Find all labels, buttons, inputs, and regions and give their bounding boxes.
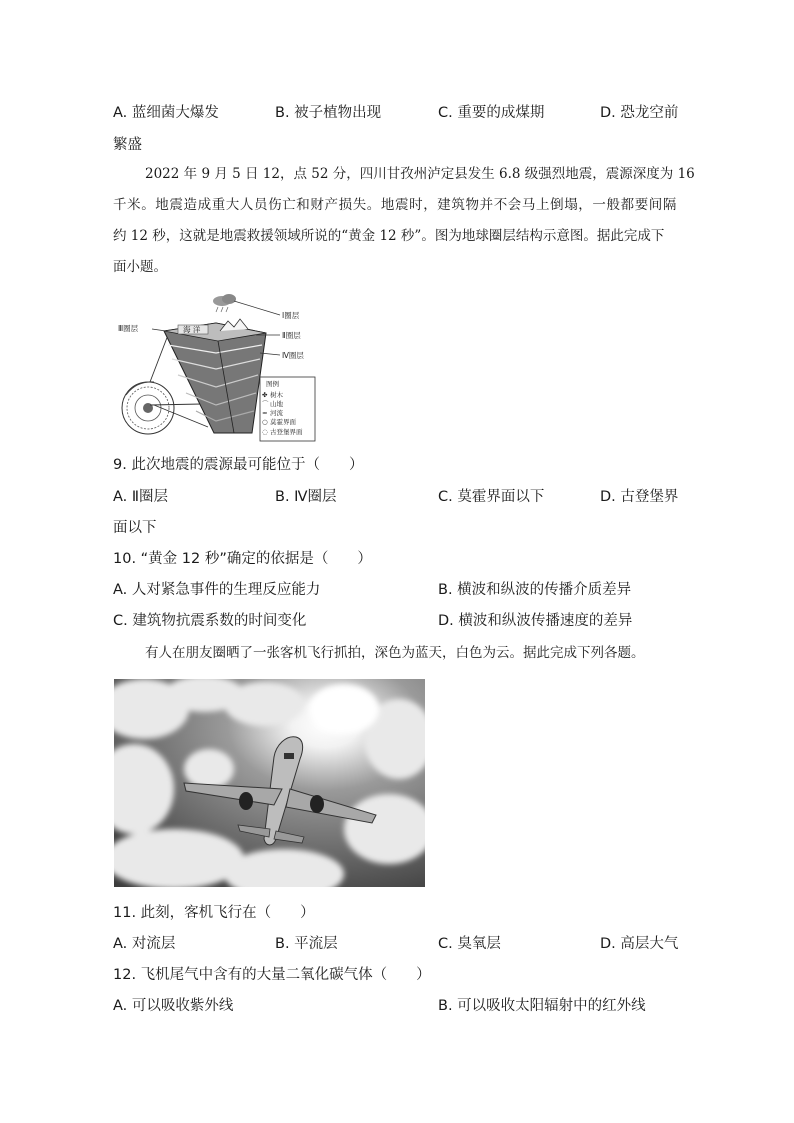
q12-option-a: A. 可以吸收紫外线 bbox=[113, 998, 234, 1014]
q10-option-b: B. 横波和纵波的传播介质差异 bbox=[438, 582, 632, 598]
q11-option-a: A. 对流层 bbox=[113, 936, 176, 952]
q8-option-d-continued: 繁盛 bbox=[113, 137, 142, 153]
legend-title: 图例 bbox=[266, 380, 279, 388]
q8-option-b: B. 被子植物出现 bbox=[275, 105, 382, 121]
earth-layers-diagram bbox=[116, 293, 322, 443]
q10-stem: 10. “黄金 12 秒”确定的依据是（ ） bbox=[113, 551, 372, 567]
q10-option-a: A. 人对紧急事件的生理反应能力 bbox=[113, 582, 321, 598]
label-layer3: Ⅲ圈层 bbox=[118, 324, 139, 333]
passage1-line4: 面小题。 bbox=[113, 259, 167, 275]
svg-text:⌒: ⌒ bbox=[262, 400, 269, 408]
q12-option-b: B. 可以吸收太阳辐射中的红外线 bbox=[438, 998, 646, 1014]
legend bbox=[260, 377, 315, 441]
q11-stem: 11. 此刻，客机飞行在（ ） bbox=[113, 905, 315, 921]
q12-stem: 12. 飞机尾气中含有的大量二氧化碳气体（ ） bbox=[113, 967, 431, 983]
legend-item-trees: 树木 bbox=[270, 391, 283, 399]
q9-option-c: C. 莫霍界面以下 bbox=[438, 489, 545, 505]
earth-globe bbox=[122, 382, 174, 434]
svg-text:≈: ≈ bbox=[262, 409, 268, 417]
q8-option-d: D. 恐龙空前 bbox=[600, 105, 679, 121]
airplane-photo bbox=[114, 679, 425, 887]
label-sea: 海 洋 bbox=[183, 325, 201, 334]
q10-option-d: D. 横波和纵波传播速度的差异 bbox=[438, 613, 633, 629]
passage1-line3: 约 12 秒，这就是地震救援领域所说的“黄金 12 秒”。图为地球圈层结构示意图。据此完成下 bbox=[113, 228, 665, 244]
crust-wedge-block bbox=[164, 319, 266, 433]
q9-option-d-continued: 面以下 bbox=[113, 520, 157, 536]
q8-option-c: C. 重要的成煤期 bbox=[438, 105, 545, 121]
q11-option-d: D. 高层大气 bbox=[600, 936, 679, 952]
svg-text:○: ○ bbox=[262, 418, 268, 426]
legend-item-moho: 莫霍界面 bbox=[270, 418, 296, 426]
svg-text:◌: ◌ bbox=[262, 428, 268, 436]
cloud-icon bbox=[213, 294, 236, 312]
label-layer4: Ⅳ圈层 bbox=[282, 351, 304, 360]
q9-stem: 9. 此次地震的震源最可能位于（ ） bbox=[113, 457, 364, 473]
legend-item-mountains: 山地 bbox=[270, 400, 283, 408]
q10-option-c: C. 建筑物抗震系数的时间变化 bbox=[113, 613, 307, 629]
q9-option-b: B. Ⅳ圈层 bbox=[275, 489, 337, 505]
svg-text:✤: ✤ bbox=[262, 391, 268, 399]
q9-option-d: D. 古登堡界 bbox=[600, 489, 679, 505]
label-layer1: Ⅰ圈层 bbox=[282, 311, 300, 320]
q8-option-a: A. 蓝细菌大爆发 bbox=[113, 105, 219, 121]
legend-item-gutenberg: 古登堡界面 bbox=[270, 428, 303, 436]
legend-item-rivers: 河流 bbox=[270, 409, 283, 417]
passage2-text: 有人在朋友圈晒了一张客机飞行抓拍，深色为蓝天，白色为云。据此完成下列各题。 bbox=[145, 645, 645, 661]
label-layer2: Ⅱ圈层 bbox=[282, 331, 301, 340]
q9-option-a: A. Ⅱ圈层 bbox=[113, 489, 169, 505]
passage1-line2: 千米。地震造成重大人员伤亡和财产损失。地震时，建筑物并不会马上倒塌，一般都要间隔 bbox=[113, 197, 677, 213]
q11-option-b: B. 平流层 bbox=[275, 936, 338, 952]
passage1-line1: 2022 年 9 月 5 日 12，点 52 分，四川甘孜州泸定县发生 6.8 级强烈地震，震源深度为 16 bbox=[145, 166, 695, 182]
q11-option-c: C. 臭氧层 bbox=[438, 936, 501, 952]
